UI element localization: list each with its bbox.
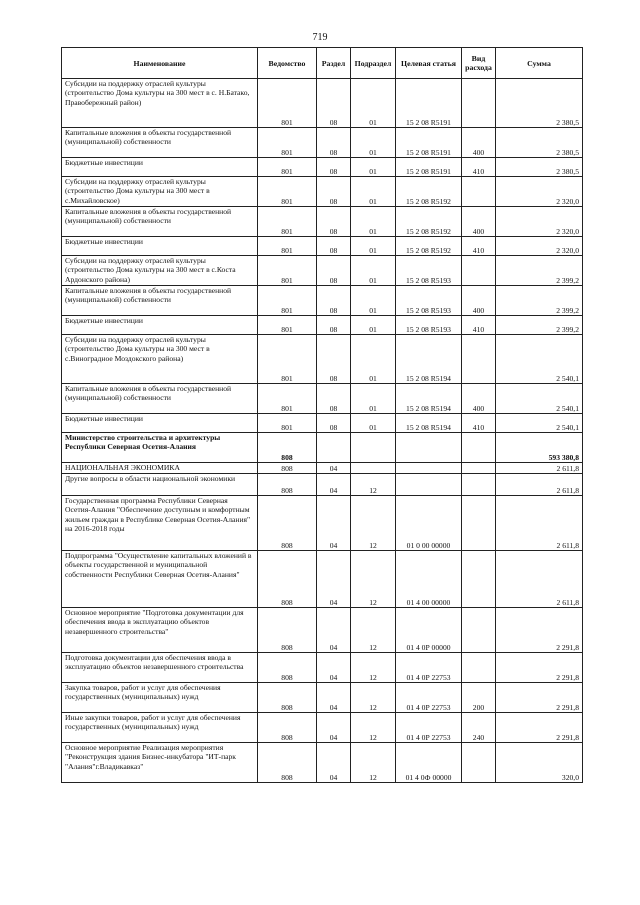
cell-statya xyxy=(396,433,462,463)
cell-name: Субсидии на поддержку отраслей культуры (строительство Дома культуры на 300 мест в с. Н.Батако, Правобережный район) xyxy=(62,79,258,128)
cell-summa: 2 540,1 xyxy=(496,384,583,414)
table-row xyxy=(62,743,583,783)
cell-podrazdel: 01 xyxy=(351,177,396,207)
cell-vid: 410 xyxy=(462,316,496,335)
cell-razdel: 08 xyxy=(317,237,351,256)
cell-razdel: 04 xyxy=(317,653,351,683)
table-row xyxy=(62,237,583,256)
cell-podrazdel: 12 xyxy=(351,683,396,713)
cell-ved: 801 xyxy=(258,128,317,158)
cell-ved: 801 xyxy=(258,316,317,335)
cell-statya: 01 4 0Ф 00000 xyxy=(396,743,462,783)
cell-summa: 2 380,5 xyxy=(496,128,583,158)
cell-summa: 593 380,8 xyxy=(496,433,583,463)
cell-name: Основное мероприятие "Подготовка документации для обеспечения ввода в эксплуатацию объектов незавершенного строительства" xyxy=(62,608,258,653)
cell-name: Субсидии на поддержку отраслей культуры (строительство Дома культуры на 300 мест в с.Коста Ардонского района) xyxy=(62,256,258,286)
cell-podrazdel: 12 xyxy=(351,496,396,551)
cell-podrazdel: 12 xyxy=(351,713,396,743)
cell-ved: 801 xyxy=(258,256,317,286)
cell-ved: 808 xyxy=(258,653,317,683)
cell-ved: 808 xyxy=(258,474,317,496)
cell-podrazdel: 12 xyxy=(351,743,396,783)
cell-razdel: 08 xyxy=(317,128,351,158)
cell-name: Основное мероприятие Реализация мероприятия "Реконструкция здания Бизнес-инкубатора "ИТ-парк "Алания"г.Владикавказ" xyxy=(62,743,258,783)
cell-razdel: 04 xyxy=(317,743,351,783)
table-row xyxy=(62,316,583,335)
cell-vid: 400 xyxy=(462,128,496,158)
cell-razdel: 08 xyxy=(317,384,351,414)
cell-summa: 2 540,1 xyxy=(496,335,583,384)
cell-podrazdel: 01 xyxy=(351,207,396,237)
cell-vid: 410 xyxy=(462,237,496,256)
cell-summa: 2 540,1 xyxy=(496,414,583,433)
table-row xyxy=(62,551,583,608)
table-row xyxy=(62,496,583,551)
cell-summa: 2 399,2 xyxy=(496,316,583,335)
cell-podrazdel: 12 xyxy=(351,551,396,608)
cell-summa: 2 291,8 xyxy=(496,683,583,713)
cell-name: Министерство строительства и архитектуры Республики Северная Осетия-Алания xyxy=(62,433,258,463)
cell-podrazdel: 01 xyxy=(351,384,396,414)
cell-podrazdel: 01 xyxy=(351,256,396,286)
table-row xyxy=(62,128,583,158)
table-row xyxy=(62,433,583,463)
cell-ved: 808 xyxy=(258,433,317,463)
cell-statya: 01 4 0Р 22753 xyxy=(396,653,462,683)
cell-vid: 240 xyxy=(462,713,496,743)
cell-podrazdel: 01 xyxy=(351,128,396,158)
table-row xyxy=(62,158,583,177)
cell-vid: 400 xyxy=(462,384,496,414)
cell-podrazdel: 01 xyxy=(351,79,396,128)
cell-statya: 15 2 08 R5192 xyxy=(396,237,462,256)
cell-name: Субсидии на поддержку отраслей культуры (строительство Дома культуры на 300 мест в с.Михайловское) xyxy=(62,177,258,207)
cell-summa: 2 611,8 xyxy=(496,463,583,474)
cell-razdel: 08 xyxy=(317,335,351,384)
cell-ved: 808 xyxy=(258,463,317,474)
cell-summa: 2 611,8 xyxy=(496,474,583,496)
cell-podrazdel: 12 xyxy=(351,474,396,496)
cell-ved: 801 xyxy=(258,79,317,128)
cell-vid xyxy=(462,256,496,286)
cell-ved: 808 xyxy=(258,608,317,653)
cell-vid: 410 xyxy=(462,414,496,433)
cell-summa: 2 399,2 xyxy=(496,256,583,286)
header-summa: Сумма xyxy=(496,48,583,79)
cell-podrazdel xyxy=(351,463,396,474)
cell-summa: 2 291,8 xyxy=(496,608,583,653)
cell-podrazdel: 01 xyxy=(351,335,396,384)
cell-name: Подготовка документации для обеспечения ввода в эксплуатацию объектов незавершенного строительства xyxy=(62,653,258,683)
cell-vid xyxy=(462,551,496,608)
table-row xyxy=(62,286,583,316)
cell-razdel: 04 xyxy=(317,474,351,496)
cell-vid xyxy=(462,433,496,463)
cell-name: Капитальные вложения в объекты государственной (муниципальной) собственности xyxy=(62,286,258,316)
cell-statya: 15 2 08 R5193 xyxy=(396,316,462,335)
table-row xyxy=(62,384,583,414)
cell-statya: 01 4 00 00000 xyxy=(396,551,462,608)
cell-name: Закупка товаров, работ и услуг для обеспечения государственных (муниципальных) нужд xyxy=(62,683,258,713)
cell-statya: 15 2 08 R5192 xyxy=(396,177,462,207)
header-vid: Вид расхода xyxy=(462,48,496,79)
cell-statya xyxy=(396,463,462,474)
cell-name: Капитальные вложения в объекты государственной (муниципальной) собственности xyxy=(62,128,258,158)
cell-summa: 2 611,8 xyxy=(496,551,583,608)
table-row xyxy=(62,335,583,384)
cell-vid: 400 xyxy=(462,207,496,237)
cell-ved: 801 xyxy=(258,158,317,177)
budget-table xyxy=(61,47,583,783)
table-row xyxy=(62,474,583,496)
cell-statya: 15 2 08 R5194 xyxy=(396,414,462,433)
cell-vid xyxy=(462,79,496,128)
cell-ved: 801 xyxy=(258,286,317,316)
cell-statya xyxy=(396,474,462,496)
cell-name: Бюджетные инвестиции xyxy=(62,237,258,256)
header-podrazdel: Подраздел xyxy=(351,48,396,79)
header-vedomstvo: Ведомство xyxy=(258,48,317,79)
cell-razdel xyxy=(317,433,351,463)
cell-vid xyxy=(462,335,496,384)
table-row xyxy=(62,713,583,743)
cell-summa: 2 380,5 xyxy=(496,79,583,128)
cell-name: Субсидии на поддержку отраслей культуры (строительство Дома культуры на 300 мест в с.Виноградное Моздокского района) xyxy=(62,335,258,384)
cell-name: Государственная программа Республики Северная Осетия-Алания "Обеспечение доступным и комфортным жильем граждан в Республике Северная Осетия-Алания" на 2016-2018 годы xyxy=(62,496,258,551)
cell-statya: 15 2 08 R5191 xyxy=(396,79,462,128)
table-row xyxy=(62,653,583,683)
cell-podrazdel: 12 xyxy=(351,653,396,683)
cell-razdel: 08 xyxy=(317,177,351,207)
cell-vid: 200 xyxy=(462,683,496,713)
cell-ved: 801 xyxy=(258,335,317,384)
cell-ved: 808 xyxy=(258,683,317,713)
cell-razdel: 08 xyxy=(317,316,351,335)
table-body xyxy=(62,79,583,783)
table-row xyxy=(62,256,583,286)
cell-summa: 2 291,8 xyxy=(496,653,583,683)
cell-podrazdel: 12 xyxy=(351,608,396,653)
header-name: Наименование xyxy=(62,48,258,79)
header-row xyxy=(62,48,583,79)
cell-summa: 2 611,8 xyxy=(496,496,583,551)
cell-vid xyxy=(462,463,496,474)
cell-name: Бюджетные инвестиции xyxy=(62,316,258,335)
cell-razdel: 08 xyxy=(317,207,351,237)
table-row xyxy=(62,177,583,207)
cell-razdel: 04 xyxy=(317,551,351,608)
cell-ved: 801 xyxy=(258,237,317,256)
cell-summa: 2 380,5 xyxy=(496,158,583,177)
cell-summa: 2 320,0 xyxy=(496,237,583,256)
header-razdel: Раздел xyxy=(317,48,351,79)
cell-vid xyxy=(462,743,496,783)
table-row xyxy=(62,463,583,474)
cell-ved: 808 xyxy=(258,551,317,608)
cell-name: Иные закупки товаров, работ и услуг для обеспечения государственных (муниципальных) нужд xyxy=(62,713,258,743)
cell-podrazdel: 01 xyxy=(351,237,396,256)
cell-ved: 801 xyxy=(258,414,317,433)
cell-statya: 01 4 0Р 00000 xyxy=(396,608,462,653)
cell-vid xyxy=(462,496,496,551)
cell-razdel: 04 xyxy=(317,683,351,713)
cell-razdel: 08 xyxy=(317,158,351,177)
cell-razdel: 08 xyxy=(317,414,351,433)
cell-razdel: 08 xyxy=(317,286,351,316)
cell-statya: 01 0 00 00000 xyxy=(396,496,462,551)
cell-ved: 808 xyxy=(258,713,317,743)
table-row xyxy=(62,608,583,653)
cell-summa: 2 320,0 xyxy=(496,177,583,207)
cell-vid xyxy=(462,608,496,653)
cell-ved: 801 xyxy=(258,384,317,414)
cell-podrazdel: 01 xyxy=(351,414,396,433)
cell-statya: 15 2 08 R5191 xyxy=(396,158,462,177)
table-row xyxy=(62,414,583,433)
cell-vid: 410 xyxy=(462,158,496,177)
cell-name: Бюджетные инвестиции xyxy=(62,414,258,433)
cell-razdel: 04 xyxy=(317,496,351,551)
cell-vid xyxy=(462,653,496,683)
cell-razdel: 04 xyxy=(317,463,351,474)
cell-statya: 15 2 08 R5193 xyxy=(396,256,462,286)
cell-summa: 2 320,0 xyxy=(496,207,583,237)
cell-vid xyxy=(462,474,496,496)
cell-razdel: 04 xyxy=(317,713,351,743)
cell-razdel: 08 xyxy=(317,256,351,286)
cell-name: Капитальные вложения в объекты государственной (муниципальной) собственности xyxy=(62,384,258,414)
cell-statya: 01 4 0Р 22753 xyxy=(396,683,462,713)
cell-statya: 15 2 08 R5194 xyxy=(396,384,462,414)
cell-vid xyxy=(462,177,496,207)
cell-podrazdel xyxy=(351,433,396,463)
cell-podrazdel: 01 xyxy=(351,316,396,335)
page-number: 719 xyxy=(312,32,328,43)
cell-summa: 2 399,2 xyxy=(496,286,583,316)
table-row xyxy=(62,683,583,713)
cell-podrazdel: 01 xyxy=(351,286,396,316)
cell-statya: 15 2 08 R5194 xyxy=(396,335,462,384)
cell-name: Другие вопросы в области национальной экономики xyxy=(62,474,258,496)
cell-ved: 801 xyxy=(258,177,317,207)
cell-ved: 808 xyxy=(258,496,317,551)
cell-name: Капитальные вложения в объекты государственной (муниципальной) собственности xyxy=(62,207,258,237)
cell-summa: 320,0 xyxy=(496,743,583,783)
table-row xyxy=(62,207,583,237)
cell-name: НАЦИОНАЛЬНАЯ ЭКОНОМИКА xyxy=(62,463,258,474)
cell-vid: 400 xyxy=(462,286,496,316)
cell-ved: 808 xyxy=(258,743,317,783)
cell-statya: 15 2 08 R5192 xyxy=(396,207,462,237)
cell-statya: 01 4 0Р 22753 xyxy=(396,713,462,743)
cell-podrazdel: 01 xyxy=(351,158,396,177)
cell-name: Подпрограмма "Осуществление капитальных вложений в объекты государственной и муниципальной собственности Республики Северная Осетия-Алания" xyxy=(62,551,258,608)
cell-statya: 15 2 08 R5191 xyxy=(396,128,462,158)
cell-razdel: 08 xyxy=(317,79,351,128)
cell-name: Бюджетные инвестиции xyxy=(62,158,258,177)
table-row xyxy=(62,79,583,128)
cell-razdel: 04 xyxy=(317,608,351,653)
cell-statya: 15 2 08 R5193 xyxy=(396,286,462,316)
cell-summa: 2 291,8 xyxy=(496,713,583,743)
cell-ved: 801 xyxy=(258,207,317,237)
header-statya: Целевая статья xyxy=(396,48,462,79)
